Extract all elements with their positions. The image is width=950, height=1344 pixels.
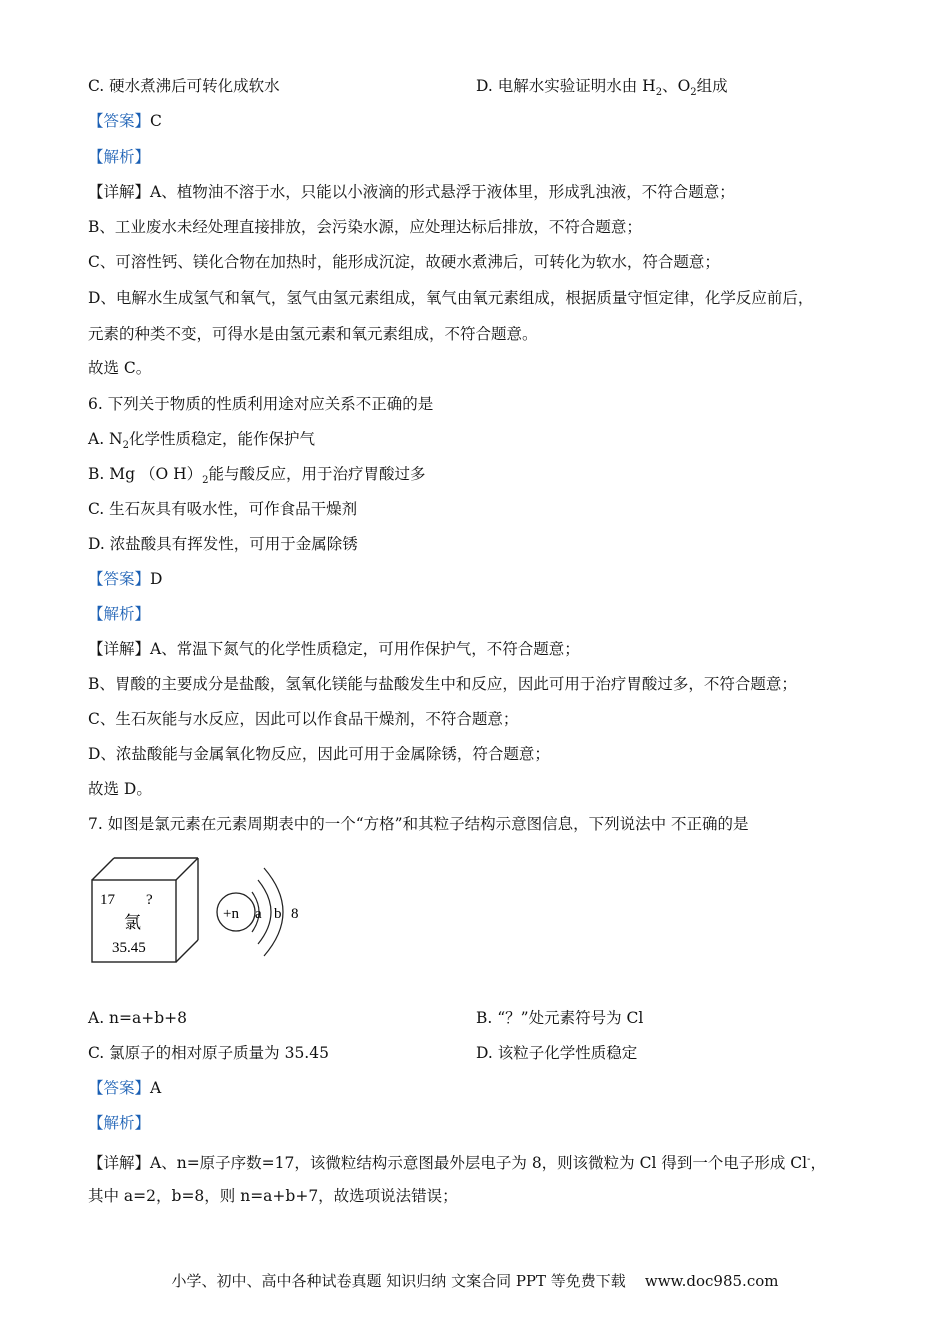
shell-2-electrons: b — [274, 906, 282, 922]
q6-option-a: A. $N_2$化学性质稳定，能作保护气 — [88, 430, 316, 452]
chlorine-figure — [88, 852, 318, 971]
q7-answer: 【答案】A — [88, 1079, 162, 1097]
q5-detail-b: B、工业废水未经处理直接排放，会污染水源，应处理达标后排放，不符合题意； — [88, 218, 642, 236]
q6-answer: 【答案】D — [88, 570, 163, 588]
q5-conclusion: 故选 C。 — [88, 359, 152, 377]
q6-option-c: C. 生石灰具有吸水性，可作食品干燥剂 — [88, 500, 358, 518]
q5-detail-d2: 元素的种类不变，可得水是由氢元素和氧元素组成，不符合题意。 — [88, 325, 538, 343]
page-footer — [0, 1270, 950, 1291]
shell-3-electrons: 8 — [291, 906, 299, 922]
atomic-mass: 35.45 — [112, 940, 146, 956]
q6-detail-c: C、生石灰能与水反应，因此可以作食品干燥剂，不符合题意； — [88, 710, 519, 728]
q5-detail-a: 【详解】A、植物油不溶于水，只能以小液滴的形式悬浮于液体里，形成乳浊液，不符合题意； — [88, 183, 735, 201]
element-symbol-unknown: ? — [146, 892, 153, 908]
element-name: 氯 — [124, 913, 141, 933]
q6-analysis-tag: 【解析】 — [88, 605, 151, 623]
q7-question: 7. 如图是氯元素在元素周期表中的一个“方格”和其粒子结构示意图信息，下列说法中 不正确的是 — [88, 815, 749, 833]
q5-answer: 【答案】C — [88, 112, 162, 130]
q7-option-d: D. 该粒子化学性质稳定 — [476, 1044, 638, 1062]
q7-option-c: C. 氯原子的相对原子质量为 35.45 — [88, 1044, 329, 1062]
q5-option-d: D. 电解水实验证明水由 $H_2$、$O_2$组成 — [476, 77, 728, 99]
q6-option-b: B. Mg （O $H)_2$能与酸反应，用于治疗胃酸过多 — [88, 465, 426, 487]
atomic-number: 17 — [100, 892, 115, 908]
q6-option-d: D. 浓盐酸具有挥发性，可用于金属除锈 — [88, 535, 358, 553]
q5-detail-d1: D、电解水生成氢气和氧气，氢气由氢元素组成，氧气由氧元素组成，根据质量守恒定律，化学反应前后， — [88, 289, 814, 307]
q6-detail-a: 【详解】A、常温下氮气的化学性质稳定，可用作保护气，不符合题意； — [88, 640, 580, 658]
q7-option-a: A. n=a+b+8 — [88, 1009, 188, 1027]
q5-detail-c: C、可溶性钙、镁化合物在加热时，能形成沉淀，故硬水煮沸后，可转化为软水，符合题意； — [88, 253, 720, 271]
q6-detail-b: B、胃酸的主要成分是盐酸，氢氧化镁能与盐酸发生中和反应，因此可用于治疗胃酸过多，不符合题意； — [88, 675, 797, 693]
q7-detail-a2: 其中 a=2，b=8，则 n=a+b+7，故选项说法错误； — [88, 1187, 458, 1205]
q7-option-b: B. “？”处元素符号为 Cl — [476, 1009, 644, 1027]
q7-analysis-tag: 【解析】 — [88, 1114, 151, 1132]
q6-conclusion: 故选 D。 — [88, 780, 152, 798]
nucleus-label: +n — [223, 906, 239, 922]
q6-detail-d: D、浓盐酸能与金属氧化物反应，因此可用于金属除锈，符合题意； — [88, 745, 550, 763]
footer-site-link[interactable]: www.doc985.com — [644, 1272, 779, 1290]
footer-text: 小学、初中、高中各种试卷真题 知识归纳 文案合同 PPT 等免费下载 — [171, 1272, 626, 1290]
shell-1-electrons: a — [255, 906, 262, 922]
q5-option-c: C. 硬水煮沸后可转化成软水 — [88, 77, 280, 95]
q6-question: 6. 下列关于物质的性质利用途对应关系不正确的是 — [88, 395, 434, 413]
q7-detail-a1: 【详解】A、n=原子序数=17，该微粒结构示意图最外层电子为 8，则该微粒为 Cl 得到一个电子形成 Cl-， — [88, 1154, 827, 1173]
q5-analysis-tag: 【解析】 — [88, 148, 151, 166]
